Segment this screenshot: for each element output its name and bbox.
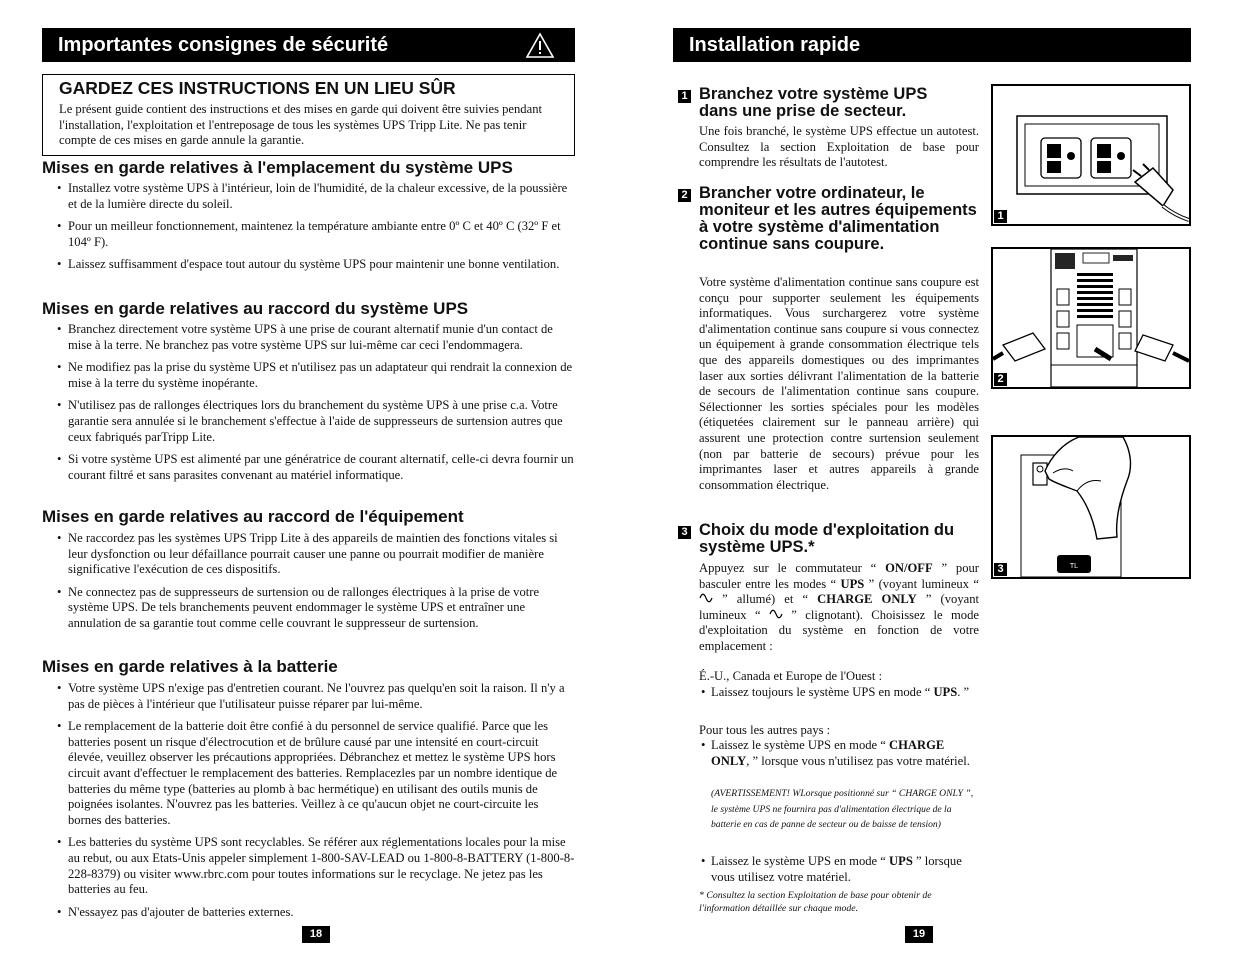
step-number-badge: 2 <box>678 189 691 202</box>
ups-label: UPS <box>933 685 958 699</box>
list-location <box>42 181 575 280</box>
list-item: • Votre système UPS n'exige pas d'entretien courant. Ne l'ouvrez pas quelqu'en soit la raison. Il n'y a pas de pièces à l'intérieur que l'utilisateur puisse réparer par lui-même. <box>42 681 575 712</box>
figure-number: 3 <box>994 563 1007 576</box>
text-run: ” clignotant). Choisissez le mode d'exploitation du système en fonction de votre emplacement : <box>699 607 979 653</box>
ups-rear-panel-illustration <box>993 249 1189 387</box>
left-header-text: Importantes consignes de sécurité <box>58 34 389 56</box>
hand-switch-illustration <box>993 437 1189 577</box>
page-number-right: 19 <box>905 926 933 943</box>
list-item: • N'utilisez pas de rallonges électriques lors du branchement du système UPS à une prise c.a. Votre garantie sera annulée si le branchement s'effectue à l'aide de suppresseurs de surtension autres que ceux fabriqués parTripp Lite. <box>42 398 575 445</box>
sine-wave-icon <box>699 593 713 603</box>
text-run: ” allumé) et “ <box>713 592 818 607</box>
list-item <box>699 738 979 769</box>
text-run: Laissez le système UPS en mode “ <box>711 854 890 868</box>
step-number-badge: 1 <box>678 90 691 103</box>
text-run: . ” <box>957 685 970 699</box>
list-item: • Installez votre système UPS à l'intérieur, loin de l'humidité, de la chaleur excessive, de la poussière et de la lumière directe du soleil. <box>42 181 575 212</box>
section-title-equipment: Mises en garde relatives au raccord de l'équipement <box>42 507 464 526</box>
box-title: GARDEZ CES INSTRUCTIONS EN UN LIEU SÛR <box>59 78 456 98</box>
region-other-label: Pour tous les autres pays : <box>699 723 831 737</box>
warning-note: (AVERTISSEMENT! WLorsque positionné sur “ CHARGE ONLY ”, le système UPS ne fournira pas d'alimentation électrique de la batterie en cas de panne de secteur ou de baisse de tension) <box>711 788 974 831</box>
list-battery <box>42 681 575 927</box>
region-other-list-2 <box>699 854 979 885</box>
figure-number: 1 <box>994 210 1007 223</box>
section-title-location: Mises en garde relatives à l'emplacement du système UPS <box>42 158 513 177</box>
list-item: • Ne connectez pas de suppresseurs de surtension ou de rallonges électriques à la prise de votre système UPS. De tels branchements peuvent endommager le système UPS et entraîner une annulation de sa garantie tout comme celle couvrant le suppresseur de surtension. <box>42 585 575 632</box>
list-item: • Branchez directement votre système UPS à une prise de courant alternatif munie d'un contact de mise à la terre. Ne branchez pas votre système UPS sur lui-même car ceci l'endommagera. <box>42 322 575 353</box>
page-number-left: 18 <box>302 926 330 943</box>
text-run: , ” lorsque vous n'utilisez pas votre matériel. <box>746 753 970 768</box>
list-equipment <box>42 531 575 639</box>
figure-2-rear-panel <box>991 247 1191 389</box>
list-item: • N'essayez pas d'ajouter de batteries externes. <box>42 905 575 921</box>
step2-number <box>678 185 691 203</box>
ups-label: UPS <box>889 854 913 868</box>
section-title-battery: Mises en garde relatives à la batterie <box>42 657 338 676</box>
footnote: * Consultez la section Exploitation de base pour obtenir de l'information détaillée sur chaque mode. <box>699 890 932 914</box>
left-page-header <box>42 28 575 62</box>
charge-only-label: CHARGE ONLY <box>711 738 945 768</box>
warning-triangle-icon <box>525 32 555 59</box>
list-item <box>699 685 979 701</box>
charge-only-label: CHARGE ONLY <box>817 592 917 607</box>
list-item: • Pour un meilleur fonctionnement, maintenez la température ambiante entre 0º C et 40º C (32º F et 104º F). <box>42 219 575 250</box>
region-us-label: É.-U., Canada et Europe de l'Ouest : <box>699 669 883 683</box>
onoff-label: ON/OFF <box>885 561 933 575</box>
text-run: ” (voyant lumineux “ <box>864 576 979 591</box>
step-number-badge: 3 <box>678 526 691 539</box>
list-item: • Si votre système UPS est alimenté par une génératrice de courant alternatif, celle-ci devra fournir un courant filtré et sans parasites convenant au matériel informatique. <box>42 452 575 483</box>
figure-1-outlet <box>991 84 1191 226</box>
figure-number: 2 <box>994 373 1007 386</box>
step3-title: Choix du mode d'exploitation du système UPS.* <box>699 521 955 556</box>
step1-text: Une fois branché, le système UPS effectue un autotest. Consultez la section Exploitation de base pour comprendre les résultats de l'autotest. <box>699 124 979 170</box>
list-item <box>699 854 979 885</box>
text-run: ” (voyant lumineux “ <box>699 592 979 622</box>
sine-wave-icon <box>769 609 783 619</box>
text-run: Laissez toujours le système UPS en mode “ <box>711 685 934 699</box>
right-header-text: Installation rapide <box>689 34 861 56</box>
list-item: • Ne raccordez pas les systèmes UPS Tripp Lite à des appareils de maintien des fonctions vitales si leur dysfonction ou leur défaillance pourrait causer une panne ou pourrait modifier de manière significative l'exécution de ces dispositifs. <box>42 531 575 578</box>
outlet-plug-illustration <box>993 86 1189 224</box>
svg-text:TL: TL <box>1069 563 1079 570</box>
text-run: ” lorsque vous utilisez votre matériel. <box>711 854 962 884</box>
section-title-ups-connection: Mises en garde relatives au raccord du système UPS <box>42 299 469 318</box>
right-page-header <box>673 28 1191 62</box>
step1-title: Branchez votre système UPS dans une prise de secteur. <box>699 85 928 120</box>
list-item: • Les batteries du système UPS sont recyclables. Se référer aux réglementations locales pour la mise au rebut, ou aux Etats-Unis appeler simplement 1-800-SAV-LEAD ou 1-800-8-BATTERY (1-800-8-228-8379) ou visiter www.rbrc.com pour toutes informations sur le recyclage. Ne jetez pas les batteries au feu. <box>42 835 575 897</box>
step2-title: Brancher votre ordinateur, le moniteur et les autres équipements à votre système d'alimentation continue sans coupure. <box>699 184 977 253</box>
step2-text: Votre système d'alimentation continue sans coupure est conçu pour supporter seulement les équipements informatiques. Vous surchargerez votre système d'alimentation continue sans coupure si vous connectez un équipement à grande consommation électrique tels que des appareils domestiques ou des imprimantes laser aux sorties délivrant l'alimentation de la batterie de secours de l'alimentation continue sans coupure. Sélectionner les sorties spéciales pour les modèles (étiquetées clairement sur le panneau arrière) qui assurent une protection contre surtension seulement (non par batterie de secours) prévue pour les imprimantes laser et autres appareils à grande consommation électrique. <box>699 275 979 492</box>
ups-label: UPS <box>840 576 865 591</box>
list-item: • Laissez suffisamment d'espace tout autour du système UPS pour maintenir une bonne ventilation. <box>42 257 575 273</box>
list-item: • Ne modifiez pas la prise du système UPS et n'utilisez pas un adaptateur qui rendrait la connexion de mise à la terre du système inopérante. <box>42 360 575 391</box>
text-run: Appuyez sur le commutateur “ <box>699 561 886 575</box>
figure-3-switch <box>991 435 1191 579</box>
region-other-list <box>699 738 979 769</box>
list-ups-connection <box>42 322 575 490</box>
step3-text <box>699 561 979 655</box>
region-us-list <box>699 685 979 701</box>
text-run: Laissez le système UPS en mode “ <box>711 738 890 752</box>
list-item: • Le remplacement de la batterie doit être confié à du personnel de service qualifié. Parce que les batteries posent un risque d'électrocution et de brûlure causé par une intensité en court-circuit élevée, veuillez observer les précautions appropriées. Débranchez et mettez le système UPS hors circuit avant d'effectuer le remplacement des batteries. Remplacezles par un nombre identique de batteries du même type (batteries au plomb à bac hermétique) en utilisant des outils munis de poignées isolantes. N'ouvrez pas les batteries. Veillez à ce qu'aucun objet ne court-circuite les bornes des batteries. <box>42 719 575 828</box>
text-run: ” pour basculer entre les modes “ <box>699 561 979 591</box>
step1-number <box>678 86 691 104</box>
box-text: Le présent guide contient des instructions et des mises en garde qui doivent être suivies pendant l'installation, l'exploitation et l'entreposage de tous les systèmes UPS Tripp Lite. Ne pas tenir compte de ces mises en garde annule la garantie. <box>59 102 542 148</box>
step3-number <box>678 522 691 540</box>
warning-box <box>42 74 575 156</box>
